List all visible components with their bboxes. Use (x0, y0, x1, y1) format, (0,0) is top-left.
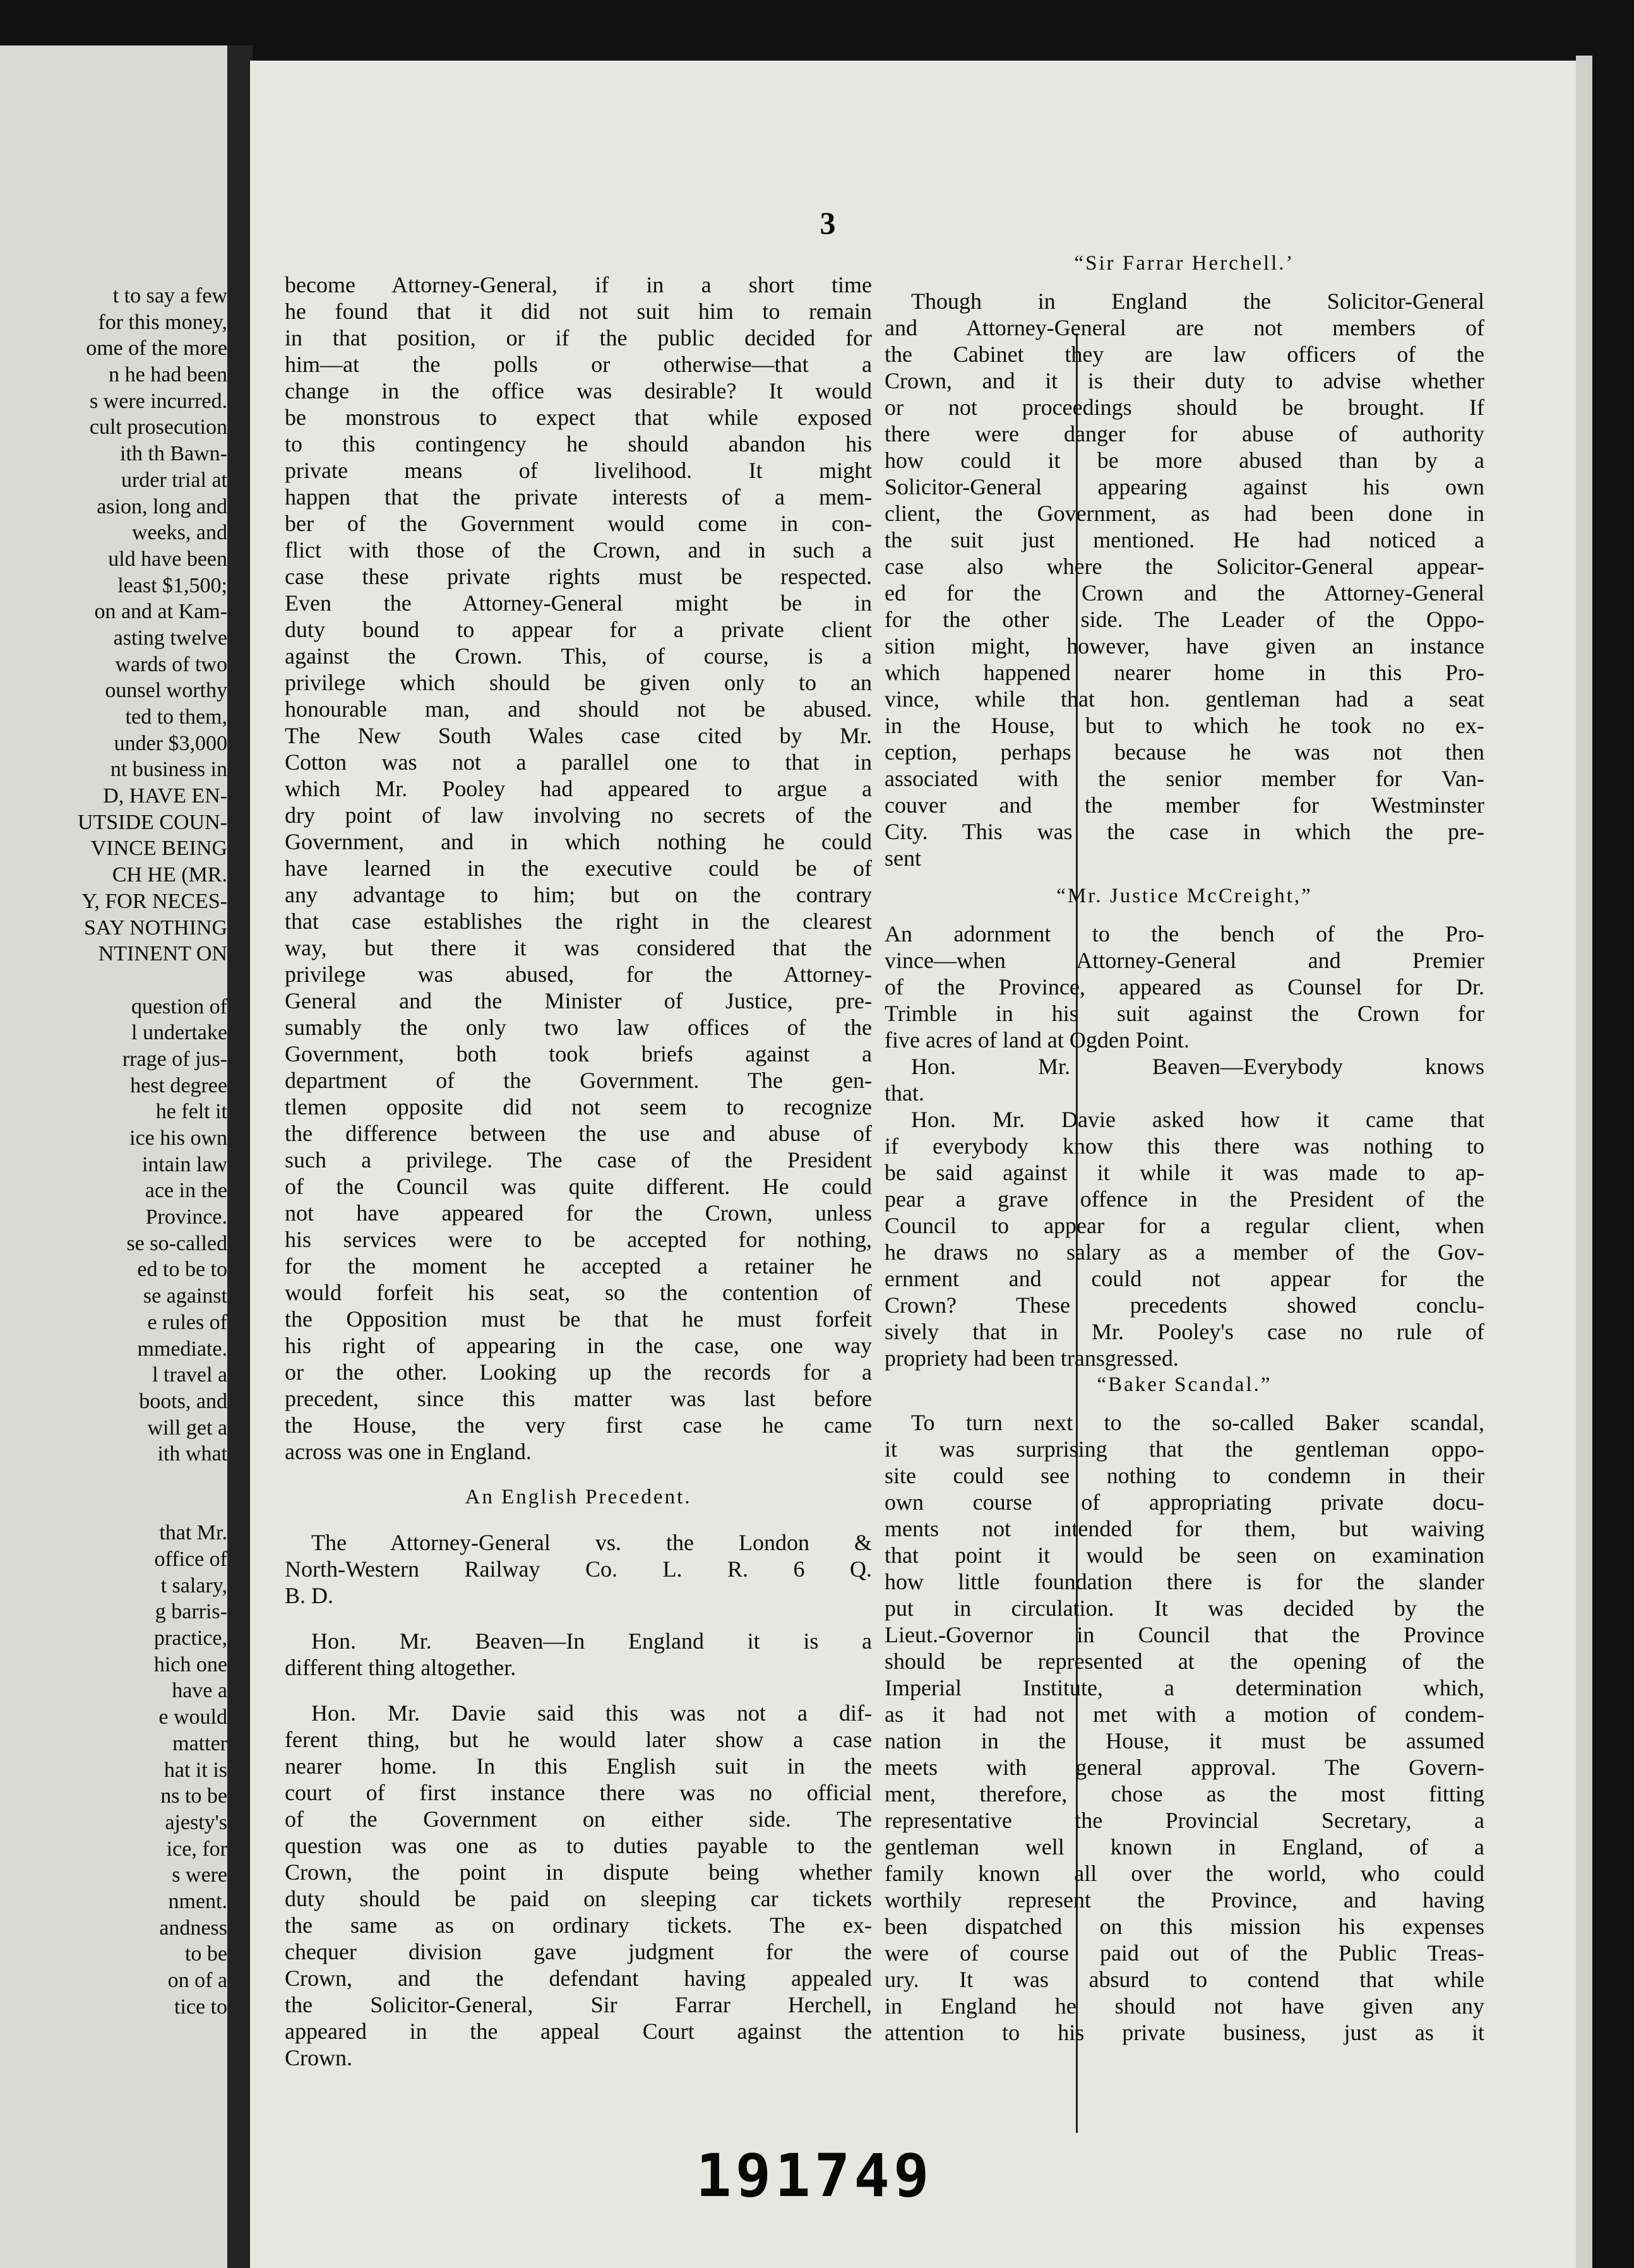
text-line: question of (131, 994, 227, 1018)
section-heading: An English Precedent. (465, 1486, 692, 1508)
text-line: associated with the senior member for Van- (885, 766, 1484, 791)
text-line: Y, FOR NECES- (81, 889, 227, 913)
text-line: General and the Minister of Justice, pre- (285, 988, 872, 1013)
left-page-text (38, 283, 227, 2020)
text-line: site could see nothing to condemn in their (885, 1463, 1484, 1488)
text-line: t to say a few (112, 284, 227, 307)
text-line: have a (172, 1679, 227, 1703)
text-line: and Attorney-General are not members of (885, 315, 1484, 340)
text-line: l travel a (152, 1363, 227, 1387)
text-line: flict with those of the Crown, and in such a (285, 537, 872, 563)
text-line: tlemen opposite did not seem to recognize (285, 1094, 872, 1119)
text-line: Hon. Mr. Beaven—Everybody knows (911, 1054, 1484, 1079)
text-line: Though in England the Solicitor-General (911, 289, 1484, 314)
text-line: urder trial at (121, 468, 227, 492)
spacer (285, 1465, 872, 1484)
text-line: duty should be paid on sleeping car tickets (285, 1886, 872, 1911)
text-line: Hon. Mr. Davie said this was not a dif- (311, 1700, 872, 1726)
text-line: pear a grave offence in the President of the (885, 1186, 1484, 1212)
text-line: precedent, since this matter was last before (285, 1386, 872, 1411)
page-gutter (227, 45, 253, 2268)
text-line: least $1,500; (117, 573, 227, 597)
text-line: be monstrous to expect that while exposed (285, 405, 872, 430)
text-line: s were incurred. (89, 389, 227, 413)
text-line: across was one in England. (285, 1439, 532, 1464)
text-line: him—at the polls or otherwise—that a (285, 352, 872, 377)
text-line: on and at Kam- (94, 600, 227, 624)
text-line: question was one as to duties payable to the (285, 1833, 872, 1858)
text-line: Crown. (285, 2045, 352, 2070)
text-line: the Opposition must be that he must forfeit (285, 1306, 872, 1332)
text-line: ace in the (145, 1179, 227, 1203)
text-line: Government, both took briefs against a (285, 1041, 872, 1066)
text-line: that Mr. (159, 1521, 227, 1545)
text-line: intain law (141, 1152, 227, 1176)
text-line: andness (159, 1916, 227, 1940)
text-line: or the other. Looking up the records for a (285, 1359, 872, 1385)
text-line: court of first instance there was no official (285, 1780, 872, 1805)
text-line: Province. (145, 1205, 227, 1229)
text-line: vince—when Attorney-General and Premier (885, 948, 1484, 973)
spacer (885, 871, 1484, 883)
text-line: the House, the very first case he came (285, 1412, 872, 1438)
text-line: Government, and in which nothing he could (285, 829, 872, 854)
text-line: ed to be to (137, 1258, 227, 1282)
text-line: North-Western Railway Co. L. R. 6 Q. (285, 1556, 872, 1582)
text-line: for the moment he accepted a retainer he (285, 1253, 872, 1279)
text-line: wards of two (115, 652, 227, 676)
text-line: family known all over the world, who could (885, 1861, 1484, 1886)
text-line: his right of appearing in the case, one way (285, 1333, 872, 1358)
text-line: own course of appropriating private docu- (885, 1489, 1484, 1515)
text-line: UTSIDE COUN- (77, 810, 227, 834)
text-line: office of (154, 1548, 227, 1571)
text-line: e rules of (147, 1310, 227, 1334)
text-line: in the House, but to which he took no ex- (885, 713, 1484, 738)
text-line: hat it is (164, 1758, 227, 1782)
text-line: the same as on ordinary tickets. The ex- (285, 1913, 872, 1938)
text-line: Hon. Mr. Beaven—In England it is a (311, 1628, 872, 1654)
archive-stamp: 191749 (696, 2142, 933, 2211)
text-line: case also where the Solicitor-General appear- (885, 554, 1484, 579)
text-line: five acres of land at Ogden Point. (885, 1027, 1190, 1053)
text-line: were of course paid out of the Public Treas- (885, 1940, 1484, 1966)
page-edge (1576, 56, 1592, 2268)
text-line: weeks, and (131, 521, 227, 545)
section-heading: “Mr. Justice McCreight,” (1056, 885, 1313, 907)
text-line: Cotton was not a parallel one to that in (285, 749, 872, 775)
text-line: cult prosecution (89, 415, 227, 439)
text-line: s were (172, 1863, 227, 1887)
text-line: ferent thing, but he would later show a case (285, 1727, 872, 1752)
text-line: representative the Provincial Secretary, a (885, 1808, 1484, 1833)
text-line: hest degree (130, 1073, 227, 1097)
text-line: be said against it while it was made to ap- (885, 1160, 1484, 1185)
text-line: not have appeared for the Crown, unless (285, 1200, 872, 1226)
text-line: Crown, and the defendant having appealed (285, 1966, 872, 1991)
text-line: ment, therefore, chose as the most fitting (885, 1781, 1484, 1806)
text-line: ith th Bawn- (120, 442, 227, 466)
text-line: D, HAVE EN- (103, 784, 227, 808)
text-line: City. This was the case in which the pre- (885, 819, 1484, 844)
text-line: sumably the only two law offices of the (285, 1015, 872, 1040)
text-line: ice his own (129, 1126, 227, 1150)
text-line: how little foundation there is for the slander (885, 1569, 1484, 1594)
text-line: on of a (167, 1969, 227, 1992)
text-line: Lieut.-Governor in Council that the Province (885, 1622, 1484, 1647)
text-line: ed for the Crown and the Attorney-General (885, 580, 1484, 606)
text-line: department of the Government. The gen- (285, 1068, 872, 1093)
text-line: that point it would be seen on examination (885, 1543, 1484, 1568)
text-line: ernment and could not appear for the (885, 1266, 1484, 1291)
text-line: he draws no salary as a member of the Gov- (885, 1239, 1484, 1265)
text-line: sent (885, 845, 921, 871)
text-line: Crown? These precedents showed conclu- (885, 1292, 1484, 1318)
text-line: or not proceedings should be brought. If (885, 395, 1484, 420)
text-line: nation in the House, it must be assumed (885, 1728, 1484, 1753)
right-column (885, 250, 1484, 2046)
text-line: will get a (147, 1416, 227, 1440)
text-line: CH HE (MR. (112, 863, 227, 887)
text-line: e would (158, 1705, 227, 1729)
text-line: practice, (153, 1626, 227, 1650)
text-line: under $3,000 (114, 731, 227, 755)
text-line: should be represented at the opening of the (885, 1649, 1484, 1674)
text-line: ns to be (160, 1784, 227, 1808)
text-line: of the Government on either side. The (285, 1806, 872, 1832)
text-line: which happened nearer home in this Pro- (885, 660, 1484, 685)
text-line: vince, while that hon. gentleman had a seat (885, 686, 1484, 712)
right-page (250, 61, 1576, 2268)
text-line: way, but there it was considered that the (285, 935, 872, 960)
text-line: of the Province, appeared as Counsel for Dr. (885, 974, 1484, 1000)
text-line: To turn next to the so-called Baker scandal, (911, 1410, 1484, 1435)
text-line: An adornment to the bench of the Pro- (885, 921, 1484, 946)
text-line: Council to appear for a regular client, when (885, 1213, 1484, 1238)
text-line: appeared in the appeal Court against the (285, 2019, 872, 2044)
text-line: been dispatched on this mission his expenses (885, 1914, 1484, 1939)
text-line: Crown, and it is their duty to advise whether (885, 368, 1484, 393)
text-line (38, 1494, 227, 1520)
text-line: B. D. (285, 1583, 334, 1608)
text-line: boots, and (139, 1389, 227, 1413)
text-line: as it had not met with a motion of condem- (885, 1702, 1484, 1727)
text-line: VINCE BEING (90, 837, 227, 861)
text-line: NTINENT ON (98, 942, 227, 966)
text-line: to be (184, 1942, 227, 1966)
text-line: he felt it (155, 1100, 227, 1124)
text-line (38, 967, 227, 994)
text-line: in that position, or if the public decided for (285, 325, 872, 350)
text-line: different thing altogether. (285, 1655, 516, 1680)
text-line: g barris- (155, 1600, 227, 1624)
spacer (285, 1510, 872, 1529)
spacer (285, 1609, 872, 1628)
spacer (885, 277, 1484, 288)
text-line: Crown, the point in dispute being whether (285, 1859, 872, 1885)
text-line: dry point of law involving no secrets of the (285, 803, 872, 828)
text-line: se so-called (126, 1231, 227, 1255)
text-line: sition might, however, have given an instance (885, 633, 1484, 659)
text-line: happen that the private interests of a mem- (285, 484, 872, 510)
text-line: become Attorney-General, if in a short time (285, 272, 872, 297)
text-line: se against (143, 1284, 227, 1308)
text-line: asting twelve (113, 626, 227, 650)
text-line: ception, perhaps because he was not then (885, 739, 1484, 765)
text-line: ajesty's (165, 1810, 227, 1834)
text-line: SAY NOTHING (84, 916, 227, 940)
text-line: for the other side. The Leader of the Oppo- (885, 607, 1484, 632)
text-line: matter (172, 1731, 227, 1755)
text-line: gentleman well known in England, of a (885, 1834, 1484, 1859)
page-number: 3 (820, 205, 836, 241)
text-line: privilege was abused, for the Attorney- (285, 962, 872, 987)
section-heading: “Sir Farrar Herchell.’ (1074, 252, 1295, 275)
text-line: the suit just mentioned. He had noticed a (885, 527, 1484, 552)
text-line: ith what (157, 1442, 227, 1466)
text-line: honourable man, and should not be abused. (285, 696, 872, 722)
text-line: mmediate. (137, 1337, 227, 1361)
text-line: hich one (153, 1652, 227, 1676)
text-line: rrage of jus- (122, 1047, 227, 1071)
text-line: ted to them, (125, 705, 227, 729)
text-line: propriety had been transgressed. (885, 1346, 1179, 1371)
text-line: The New South Wales case cited by Mr. (285, 723, 872, 748)
text-line: in England he should not have given any (885, 1993, 1484, 2019)
text-line: attention to his private business, just as it (885, 2020, 1484, 2045)
text-line: that case establishes the right in the clearest (285, 909, 872, 934)
text-line: the Solicitor-General, Sir Farrar Herchell, (285, 1992, 872, 2017)
text-line: chequer division gave judgment for the (285, 1939, 872, 1964)
text-line: worthily represent the Province, and having (885, 1887, 1484, 1913)
text-line: Solicitor-General appearing against his own (885, 474, 1484, 499)
text-line: change in the office was desirable? It would (285, 378, 872, 403)
text-line: ice, for (166, 1837, 227, 1861)
text-line: privilege which should be given only to an (285, 670, 872, 695)
spacer (885, 1398, 1484, 1409)
text-line: there were danger for abuse of authority (885, 421, 1484, 446)
text-line: ments not intended for them, but waiving (885, 1516, 1484, 1541)
text-line: ome of the more (86, 337, 227, 361)
spacer (285, 1681, 872, 1700)
section-heading: “Baker Scandal.” (1097, 1373, 1272, 1396)
middle-column (285, 272, 872, 2071)
text-line: l undertake (131, 1021, 227, 1045)
text-line: ber of the Government would come in con- (285, 511, 872, 536)
text-line (38, 1467, 227, 1494)
text-line: Even the Attorney-General might be in (285, 590, 872, 616)
text-line: Imperial Institute, a determination which, (885, 1675, 1484, 1700)
text-line: meets with general approval. The Govern- (885, 1755, 1484, 1780)
text-line: how could it be more abused than by a (885, 448, 1484, 473)
left-page-fragment (0, 45, 227, 2268)
text-line: asion, long and (97, 494, 227, 518)
text-line: n he had been (109, 363, 227, 387)
text-line: would forfeit his seat, so the contention of (285, 1280, 872, 1305)
text-line: of the Council was quite different. He could (285, 1174, 872, 1199)
text-line: nment. (168, 1889, 227, 1913)
text-line: that. (885, 1080, 924, 1106)
text-line: The Attorney-General vs. the London & (311, 1530, 872, 1555)
text-line: sively that in Mr. Pooley's case no rule of (885, 1319, 1484, 1344)
text-line: the Cabinet they are law officers of the (885, 342, 1484, 367)
text-line: such a privilege. The case of the President (285, 1147, 872, 1173)
text-line: couver and the member for Westminster (885, 792, 1484, 818)
text-line: Hon. Mr. Davie asked how it came that (911, 1107, 1484, 1132)
text-line: put in circulation. It was decided by the (885, 1596, 1484, 1621)
text-line: case these private rights must be respected. (285, 564, 872, 589)
text-line: it was surprising that the gentleman oppo- (885, 1436, 1484, 1462)
text-line: have learned in the executive could be of (285, 856, 872, 881)
text-line: against the Crown. This, of course, is a (285, 643, 872, 669)
text-line: which Mr. Pooley had appeared to argue a (285, 776, 872, 801)
text-line: for this money, (98, 310, 227, 334)
text-line: nearer home. In this English suit in the (285, 1753, 872, 1779)
text-line: ury. It was absurd to contend that while (885, 1967, 1484, 1992)
spacer (885, 909, 1484, 921)
text-line: he found that it did not suit him to remain (285, 299, 872, 324)
text-line: any advantage to him; but on the contrary (285, 882, 872, 907)
text-line: uld have been (108, 547, 227, 571)
text-line: ounsel worthy (105, 679, 227, 703)
text-line: if everybody know this there was nothing to (885, 1133, 1484, 1159)
text-line: private means of livelihood. It might (285, 458, 872, 483)
text-line: tice to (174, 1995, 227, 2019)
text-line: his services were to be accepted for nothing, (285, 1227, 872, 1252)
text-line: the difference between the use and abuse of (285, 1121, 872, 1146)
text-line: client, the Government, as had been done in (885, 501, 1484, 526)
text-line: duty bound to appear for a private client (285, 617, 872, 642)
text-line: Trimble in his suit against the Crown for (885, 1001, 1484, 1026)
text-line: nt business in (110, 758, 227, 782)
text-line: to this contingency he should abandon his (285, 431, 872, 457)
text-line: t salary, (160, 1573, 227, 1597)
